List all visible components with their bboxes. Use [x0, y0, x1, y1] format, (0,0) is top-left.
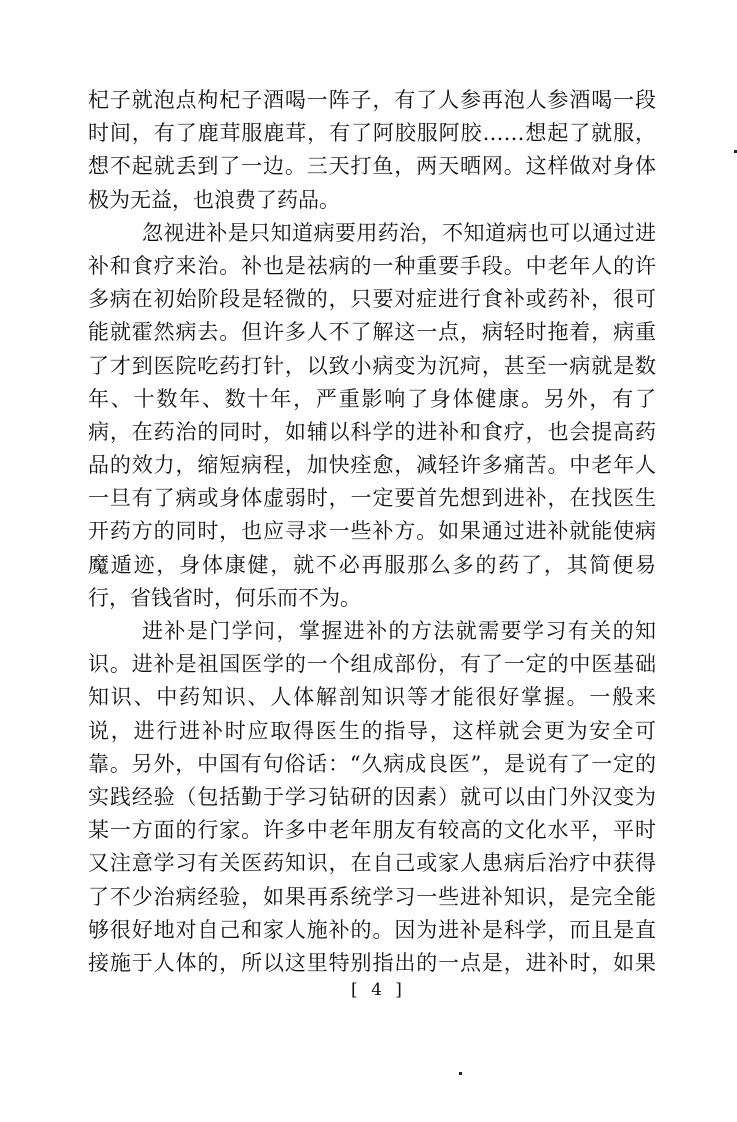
text-line: 补和食疗来治。补也是祛病的一种重要手段。中老年人的许	[88, 253, 656, 278]
scan-speck	[459, 1072, 462, 1075]
text-line: 魔遁迹，身体康健，就不必再服那么多的药了，其简便易	[88, 552, 656, 577]
page-number: [ 4 ]	[351, 980, 406, 1000]
text-line: 行，省钱省时，何乐而不为。	[88, 585, 361, 610]
text-line: 进补是门学问，掌握进补的方法就需要学习有关的知	[142, 619, 656, 643]
text-line: 了不少治病经验，如果再系统学习一些进补知识，是完全能	[88, 884, 656, 909]
text-line: 开药方的同时，也应寻求一些补方。如果通过进补就能使病	[88, 519, 656, 544]
text-line: 病，在药治的同时，如辅以科学的进补和食疗，也会提高药	[88, 419, 656, 444]
text-line: 极为无益，也浪费了药品。	[88, 187, 340, 212]
text-line: 说，进行进补时应取得医生的指导，这样就会更为安全可	[88, 718, 656, 743]
text-line: 年、十数年、数十年，严重影响了身体健康。另外，有了	[88, 386, 656, 411]
text-line: 时间，有了鹿茸服鹿茸，有了阿胶服阿胶……想起了就服，	[88, 121, 656, 146]
text-line: 杞子就泡点枸杞子酒喝一阵子，有了人参再泡人参酒喝一段	[88, 88, 656, 112]
text-line: 知识、中药知识、人体解剖知识等才能很好掌握。一般来	[88, 685, 656, 710]
text-line: 接施于人体的，所以这里特别指出的一点是，进补时，如果	[88, 950, 656, 975]
text-line: 某一方面的行家。许多中老年朋友有较高的文化水平，平时	[88, 818, 656, 843]
text-line: 又注意学习有关医药知识，在自己或家人患病后治疗中获得	[88, 851, 656, 876]
text-line: 忽视进补是只知道病要用药治，不知道病也可以通过进	[142, 220, 656, 245]
text-line: 多病在初始阶段是轻微的，只要对症进行食补或药补，很可	[88, 287, 656, 312]
text-line: 识。进补是祖国医学的一个组成部份，有了一定的中医基础	[88, 652, 656, 677]
text-line: 能就霍然病去。但许多人不了解这一点，病轻时拖着，病重	[88, 320, 656, 345]
text-line: 实践经验（包括勤于学习钻研的因素）就可以由门外汉变为	[88, 784, 656, 809]
text-line: 一旦有了病或身体虚弱时，一定要首先想到进补，在找医生	[88, 486, 656, 511]
text-line: 品的效力，缩短病程，加快痊愈，减轻许多痛苦。中老年人	[88, 453, 656, 478]
body-text	[88, 84, 656, 980]
text-line: 够很好地对自己和家人施补的。因为进补是科学，而且是直	[88, 917, 656, 942]
text-line: 了才到医院吃药打针，以致小病变为沉疴，甚至一病就是数	[88, 353, 656, 378]
text-line: 靠。另外，中国有句俗话：“久病成良医”，是说有了一定的	[88, 751, 656, 776]
text-line: 想不起就丢到了一边。三天打鱼，两天晒网。这样做对身体	[88, 154, 656, 179]
